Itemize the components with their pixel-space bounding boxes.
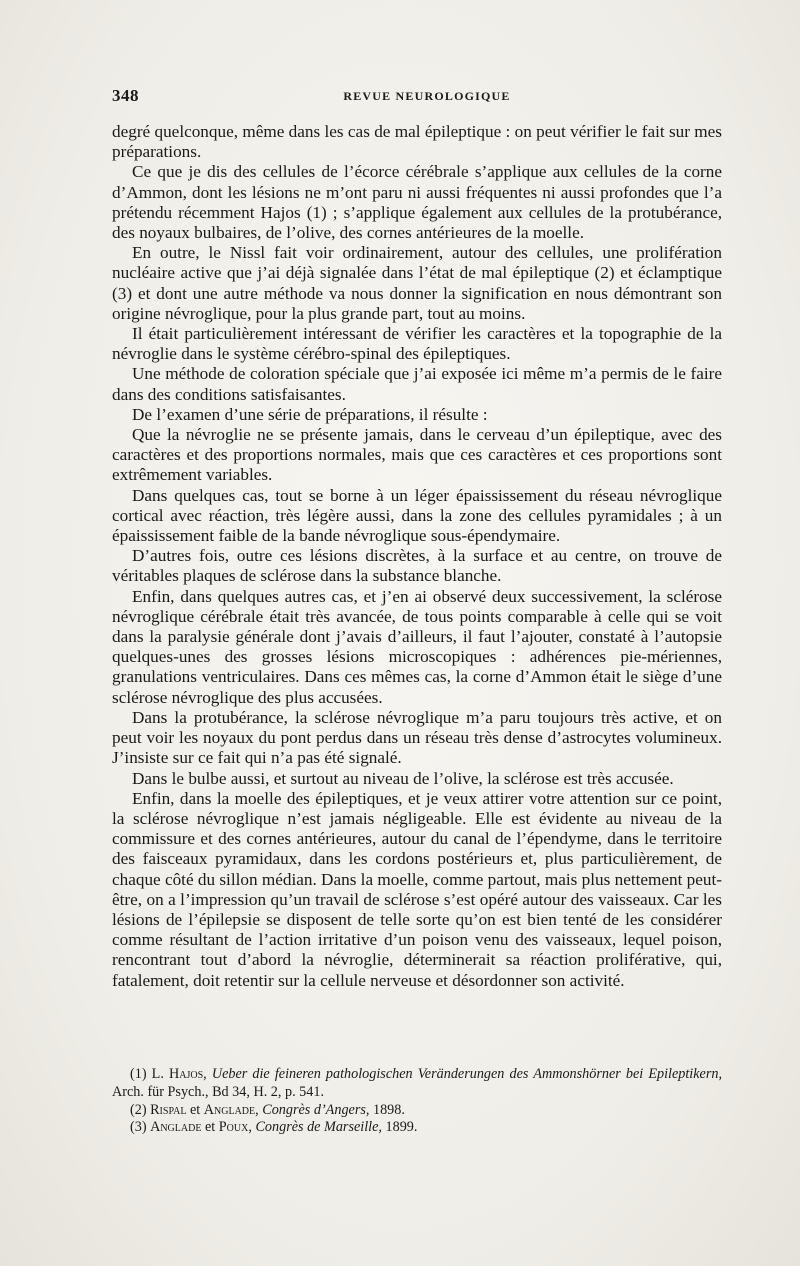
footnote-author: Hajos, <box>169 1066 207 1082</box>
footnote-3 <box>112 1119 722 1137</box>
paragraph: Dans quelques cas, tout se borne à un léger épaississement du réseau névroglique cortical avec réaction, très légère aussi, dans la zone des cellules pyramidales ; à un épaississement faible de la bande névroglique sous-épendymaire. <box>112 485 722 546</box>
paragraph: Que la névroglie ne se présente jamais, dans le cerveau d’un épileptique, avec des caractères et des proportions normales, mais que ces caractères et ces proportions sont extrêmement variables. <box>112 425 722 485</box>
footnote-author: Poux, <box>218 1119 252 1136</box>
footnote-reference: Arch. für Psych., Bd 34, H. 2, p. 541. <box>112 1083 325 1100</box>
footnote-author: Anglade, <box>203 1101 259 1118</box>
paragraph: Dans la protubérance, la sclérose névroglique m’a paru toujours très active, et on peut voir les noyaux du pont perdus dans un réseau très dense d’astrocytes volumineux. J’insiste sur ce fait qui n’a pas été signalé. <box>112 707 722 768</box>
paragraph: Ce que je dis des cellules de l’écorce cérébrale s’applique aux cellules de la corne d’Ammon, dont les lésions ne m’ont paru ni aussi fréquentes ni aussi profondes que l’a prétendu récemment Hajos (1) ; s’applique également aux cellules de la protubérance, des noyaux bulbaires, de l’olive, des cornes antérieures de la moelle. <box>112 162 722 243</box>
running-title: REVUE NEUROLOGIQUE <box>343 89 511 103</box>
paragraph: Une méthode de coloration spéciale que j’ai exposée ici même m’a permis de le faire dans des conditions satisfaisantes. <box>112 364 722 404</box>
paragraph: En outre, le Nissl fait voir ordinairement, autour des cellules, une prolifération nucléaire active que j’ai déjà signalée dans l’état de mal épileptique (2) et éclamptique (3) et dont une autre méthode va nous donner la signification en nous démontrant son origine névroglique, pour la plus grande part, tout au moins. <box>112 243 722 323</box>
footnote-title: Ueber die feineren pathologischen Veränderungen des Ammonshörner bei Epileptikern, <box>211 1066 723 1082</box>
footnote-conjunction: et <box>205 1119 216 1136</box>
footnote-marker: (1) L. <box>130 1066 164 1082</box>
footnote-author: Rispal <box>150 1101 187 1118</box>
footnote-marker: (2) <box>130 1101 147 1118</box>
footnote-title: Congrès d’Angers, <box>262 1101 370 1118</box>
page-number: 348 <box>112 86 139 105</box>
footnote-title: Congrès de Marseille, <box>255 1119 382 1136</box>
paragraph: Il était particulièrement intéressant de vérifier les caractères et la topographie de la névroglie dans le système cérébro-spinal des épileptiques. <box>112 324 722 364</box>
footnote-1 <box>112 1066 722 1102</box>
paragraph: Enfin, dans la moelle des épileptiques, et je veux attirer votre attention sur ce point, la sclérose névroglique n’est jamais négligeable. Elle est évidente au niveau de la commissure et des cornes antérieures, autour du canal de l’épendyme, dans le territoire des faisceaux pyramidaux, dans les cordons postérieurs et, plus particulièrement, de chaque côté du sillon médian. Dans la moelle, comme partout, mais plus nettement peut-être, on a l’impression qu’un travail de sclérose s’est opéré autour des vaisseaux. Car les lésions de l’épilepsie se disposent de telle sorte qu’on est bien tenté de les considérer comme résultant de l’action irritative d’un poison venu des vaisseaux, lequel poison, rencontrant tout d’abord la névroglie, déterminerait sa réaction proliférative, qui, fatalement, doit retentir sur la cellule nerveuse et désordonner son activité. <box>112 788 722 990</box>
footnote-author: Anglade <box>150 1119 202 1136</box>
paragraph: Dans le bulbe aussi, et surtout au niveau de l’olive, la sclérose est très accusée. <box>132 768 674 788</box>
footnote-conjunction: et <box>189 1101 201 1118</box>
page-header <box>112 86 722 110</box>
footnote-2 <box>112 1102 722 1120</box>
paragraph: Enfin, dans quelques autres cas, et j’en ai observé deux successivement, la sclérose névroglique cérébrale était très avancée, de tous points comparable à celle qui se voit dans la paralysie générale dont j’avais d’ailleurs, il faut l’ajouter, constaté à l’autopsie quelques-unes des grosses lésions microscopiques : adhérences pie-mériennes, granulations ventriculaires. Dans ces mêmes cas, la corne d’Ammon était le siège d’une sclérose névroglique des plus accusées. <box>112 586 722 707</box>
footnote-year: 1898. <box>372 1101 405 1118</box>
footnote-marker: (3) <box>130 1119 147 1136</box>
paragraph: degré quelconque, même dans les cas de mal épileptique : on peut vérifier le fait sur mes préparations. <box>112 122 722 162</box>
footnote-year: 1899. <box>385 1119 418 1136</box>
paragraph: De l’examen d’une série de préparations, il résulte : <box>132 404 488 424</box>
paragraph: D’autres fois, outre ces lésions discrètes, à la surface et au centre, on trouve de véritables plaques de sclérose dans la substance blanche. <box>112 546 722 586</box>
body-text <box>112 122 722 991</box>
footnotes <box>112 1066 722 1137</box>
